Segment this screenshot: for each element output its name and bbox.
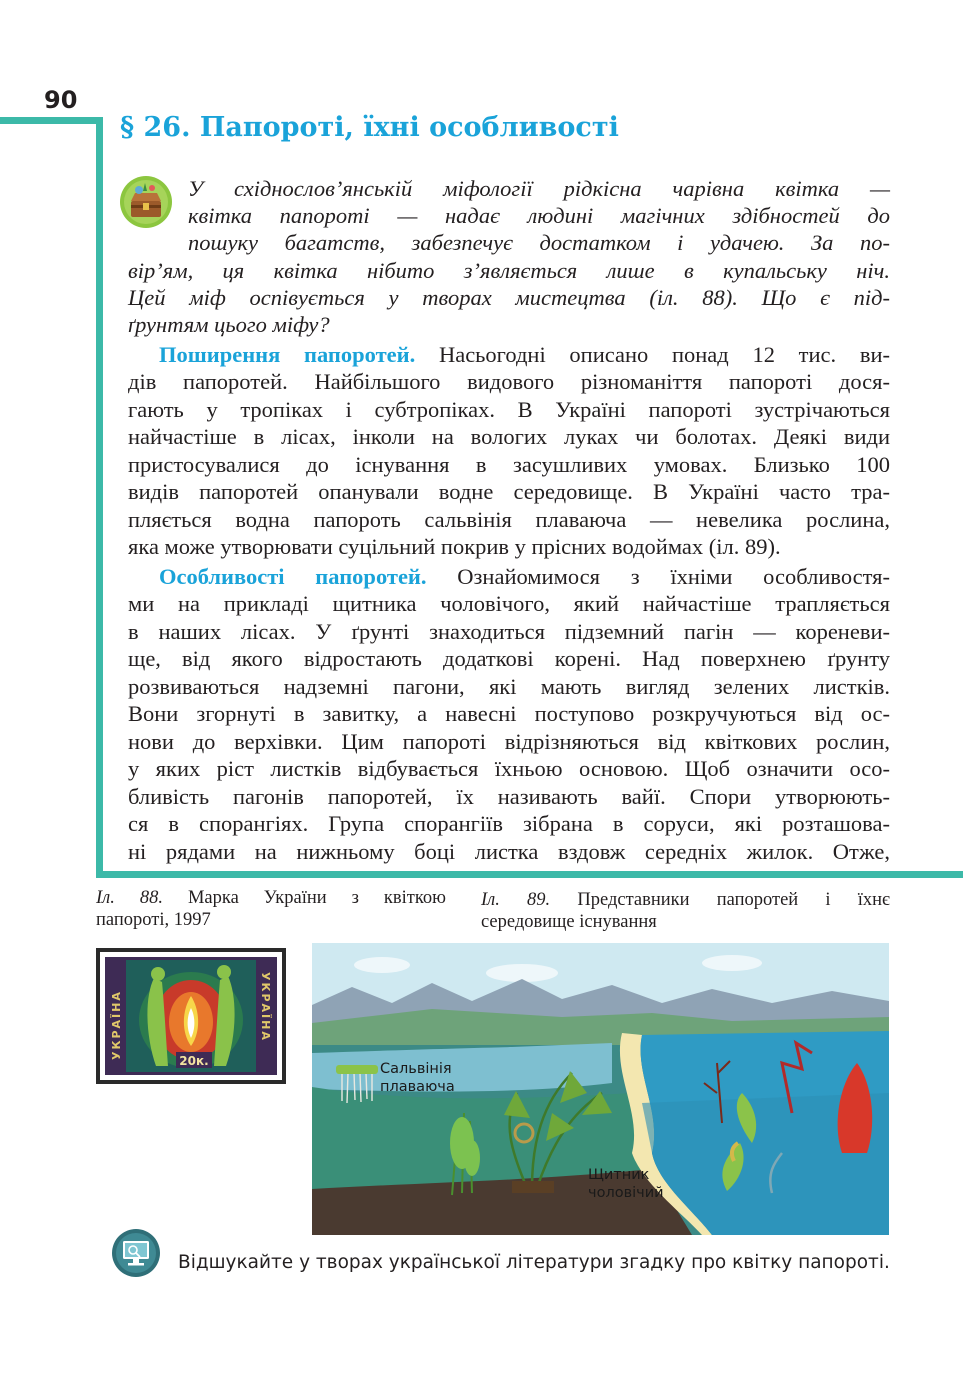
fern-habitat-illustration: [312, 943, 889, 1235]
label-salvinia: Сальвінія: [380, 1061, 452, 1077]
label-shchytnyk: чоловічий: [588, 1185, 664, 1201]
paragraph-line: дів папоротей. Найбільшого видового різноманіття папороті дося-: [128, 369, 890, 394]
paragraph-line: у яких ріст листків відбувається їхньою основою. Щоб означити осо-: [128, 756, 890, 781]
caption-text: папороті, 1997: [96, 910, 211, 930]
caption-text: Представники папоротей і їхнє: [550, 890, 890, 910]
intro-line: пошуку багатств, забезпечує достатком і удачею. За по-: [188, 230, 890, 255]
paragraph-line: яка може утворювати суцільний покрив у прісних водоймах (іл. 89).: [128, 534, 781, 559]
intro-line: Цей міф оспівується у творах мистецтва (іл. 88). Що є під-: [128, 285, 890, 310]
section-heading-features: Особливості папоротей.: [159, 564, 427, 589]
paragraph-line: розвиваються надземні пагони, які мають вигляд зелених листків.: [128, 674, 890, 699]
paragraph-line: нови до верхівки. Цим папороті відрізняються від квіткових рослин,: [128, 729, 890, 754]
intro-line: вір’ям, ця квітка нібито з’являється лише в купальську ніч.: [128, 258, 890, 283]
stamp-image: [96, 948, 286, 1084]
label-salvinia: плаваюча: [380, 1079, 455, 1095]
frame-bottom-bar: [96, 871, 963, 878]
caption-ill-89: [481, 889, 890, 933]
paragraph-text: Насьогодні описано понад 12 тис. ви-: [415, 342, 890, 367]
caption-text: середовище існування: [481, 912, 657, 932]
paragraph-line: Вони згорнуті в завитку, а навесні поступово розкручуються від ос-: [128, 701, 890, 726]
paragraph-line: в наших лісах. У ґрунті знаходиться підземний пагін — кореневи-: [128, 619, 890, 644]
intro-line: квітка папороті — надає людині магічних здібностей до: [188, 203, 890, 228]
stamp-country-right: УКРАЇНА: [259, 972, 272, 1042]
section-heading-distribution: Поширення папоротей.: [159, 342, 416, 367]
paragraph-line: ще, від якого відростають додаткові корені. Над поверхнею ґрунту: [128, 646, 890, 671]
paragraph-line: гають у тропіках і субтропіках. В Україні папороті зустрічаються: [128, 397, 890, 422]
paragraph-line: ся в спорангіях. Група спорангіїв зібрана в соруси, які розташова-: [128, 811, 890, 836]
stamp-country-left: УКРАЇНА: [110, 990, 123, 1060]
paragraph-line: [159, 341, 890, 369]
computer-task-icon: [111, 1228, 161, 1278]
stamp-value: 20к.: [179, 1054, 209, 1068]
paragraph-line: бливість пагонів папоротей, їх називають вайї. Спори утворюють-: [128, 784, 890, 809]
frame-top-bar: [0, 117, 103, 124]
paragraph-line: видів папоротей опанували водне середовище. В Україні часто тра-: [128, 479, 890, 504]
caption-ill-88: [96, 887, 446, 931]
paragraph-line: пляється водна папороть сальвінія плаваюча — невелика рослина,: [128, 507, 890, 532]
page-number: 90: [44, 86, 78, 114]
label-shchytnyk: Щитник: [588, 1167, 650, 1183]
caption-text: Марка України з квіткою: [162, 888, 446, 908]
frame-left-bar: [96, 117, 103, 878]
intro-line: ґрунтям цього міфу?: [128, 312, 330, 337]
section-title: § 26. Папороті, їхні особливості: [120, 112, 619, 143]
caption-label: Іл. 88.: [96, 888, 163, 908]
caption-label: Іл. 89.: [481, 890, 551, 910]
paragraph-line: пристосувалися до існування в засушливих умовах. Близько 100: [128, 452, 890, 477]
paragraph-line: ми на прикладі щитника чоловічого, який найчастіше трапляється: [128, 591, 890, 616]
task-text: Відшукайте у творах української літератури згадку про квітку папороті.: [178, 1252, 890, 1273]
intro-line: У східнослов’янській міфології рідкісна чарівна квітка —: [188, 176, 890, 201]
paragraph-line: ні рядами на нижньому боці листка вздовж середніх жилок. Отже,: [128, 839, 890, 864]
paragraph-text: Ознайомимося з їхніми особливостя-: [426, 564, 891, 589]
paragraph-line: [159, 563, 890, 591]
treasure-chest-icon: [119, 175, 173, 229]
paragraph-line: найчастіше в лісах, інколи на вологих луках чи болотах. Деякі види: [128, 424, 890, 449]
